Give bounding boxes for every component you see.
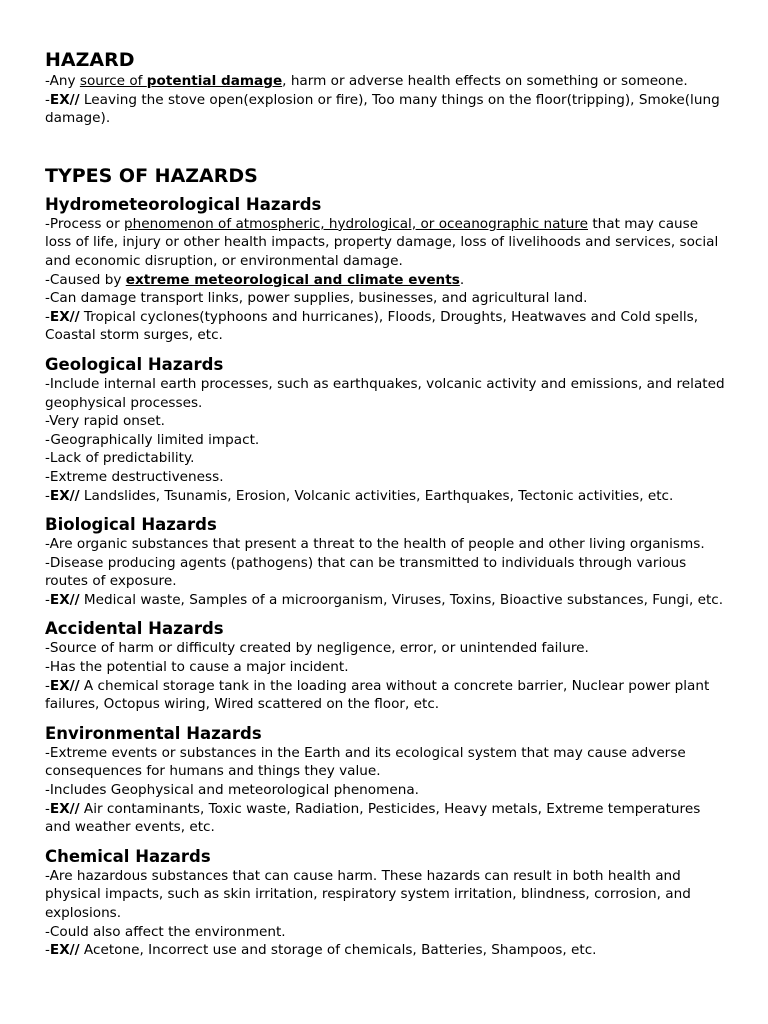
dash: - (45, 942, 50, 959)
section-title: Chemical Hazards (45, 846, 211, 866)
section-line: -Has the potential to cause a major incident. (45, 659, 349, 676)
accidental-section (45, 618, 725, 713)
section-example (45, 308, 725, 345)
example-text: A chemical storage tank in the loading area without a concrete barrier, Nuclear power plant failures, Octopus wiring, Wired scattered on the floor, etc. (45, 677, 710, 713)
hydrometeorological-section (45, 194, 725, 345)
section-line: -Disease producing agents (pathogens) that can be transmitted to individuals through various routes of exposure. (45, 554, 687, 590)
section-line: -Extreme events or substances in the Earth and its ecological system that may cause adverse consequences for humans and things they value. (45, 744, 686, 780)
dash: - (45, 800, 50, 817)
example-label: EX// (49, 800, 80, 817)
text-span: that may cause loss of life, injury or other health impacts, property damage, loss of livelihoods and services, social and economic disruption, or environmental damage. (45, 215, 719, 269)
example-label: EX// (49, 677, 80, 694)
section-title: Hydrometeorological Hazards (45, 194, 322, 214)
section-line (45, 215, 725, 271)
section-example (45, 487, 725, 506)
section-example (45, 677, 725, 714)
text-span: -Process or (45, 215, 125, 232)
biological-section (45, 514, 725, 609)
bold-text: extreme meteorological and climate events (125, 271, 460, 288)
section-line: -Can damage transport links, power supplies, businesses, and agricultural land. (45, 290, 588, 307)
section-line: -Source of harm or difficulty created by negligence, error, or unintended failure. (45, 640, 589, 657)
section-line: -Are organic substances that present a threat to the health of people and other living organisms. (45, 536, 705, 553)
text-span: , harm or adverse health effects on something or someone. (282, 73, 688, 89)
example-text: Tropical cyclones(typhoons and hurricanes), Floods, Droughts, Heatwaves and Cold spells, Coastal storm surges, etc. (45, 308, 699, 344)
section-line: -Geographically limited impact. (45, 431, 260, 448)
dash: - (45, 591, 50, 608)
hazard-example (45, 91, 725, 128)
example-label: EX// (49, 91, 80, 108)
example-text: Air contaminants, Toxic waste, Radiation, Pesticides, Heavy metals, Extreme temperatures and weather events, etc. (45, 800, 701, 836)
example-text: Landslides, Tsunamis, Erosion, Volcanic activities, Earthquakes, Tectonic activities, etc. (79, 487, 674, 504)
hazard-definition (45, 72, 725, 91)
text-span: -Caused by (45, 271, 126, 288)
hazard-section (45, 48, 725, 128)
document-page (45, 48, 725, 969)
dash: - (45, 487, 50, 504)
example-label: EX// (49, 942, 80, 959)
section-line (45, 271, 725, 290)
section-line: -Includes Geophysical and meteorological phenomena. (45, 782, 419, 799)
underlined-text: phenomenon of atmospheric, hydrological, or oceanographic nature (124, 215, 589, 232)
section-line: -Extreme destructiveness. (45, 468, 224, 485)
section-title: Accidental Hazards (45, 619, 224, 639)
section-line: -Are hazardous substances that can cause harm. These hazards can result in both health and physical impacts, such as skin irritation, respiratory system irritation, blindness, corrosion, and explosions. (45, 867, 691, 921)
section-title: Biological Hazards (45, 515, 217, 535)
section-example (45, 800, 725, 837)
types-title: TYPES OF HAZARDS (45, 164, 258, 187)
example-text: Medical waste, Samples of a microorganism, Viruses, Toxins, Bioactive substances, Fungi, etc. (79, 591, 724, 608)
underlined-bold-text (126, 272, 460, 288)
hazard-title: HAZARD (45, 49, 135, 71)
section-line: -Lack of predictability. (45, 450, 195, 467)
example-label: EX// (49, 308, 80, 325)
chemical-section (45, 846, 725, 960)
underlined-bold-text (147, 73, 282, 89)
section-example (45, 941, 725, 960)
geological-section (45, 354, 725, 505)
dash: - (45, 677, 50, 694)
dash: - (45, 91, 50, 108)
environmental-section (45, 723, 725, 837)
section-example (45, 591, 725, 610)
example-label: EX// (49, 591, 80, 608)
underlined-text: source of (79, 73, 147, 89)
bold-text: potential damage (146, 73, 283, 89)
section-line: -Very rapid onset. (45, 413, 165, 430)
section-title: Environmental Hazards (45, 723, 262, 743)
example-text: Acetone, Incorrect use and storage of chemicals, Batteries, Shampoos, etc. (79, 942, 597, 959)
text-span: -Any (45, 73, 80, 89)
example-label: EX// (49, 487, 80, 504)
section-title: Geological Hazards (45, 354, 224, 374)
section-line: -Include internal earth processes, such as earthquakes, volcanic activity and emissions, and related geophysical processes. (45, 375, 725, 411)
example-text: Leaving the stove open(explosion or fire), Too many things on the floor(tripping), Smoke(lung damage). (45, 91, 720, 127)
section-line: -Could also affect the environment. (45, 923, 286, 940)
dash: - (45, 308, 50, 325)
text-span: . (459, 271, 465, 288)
